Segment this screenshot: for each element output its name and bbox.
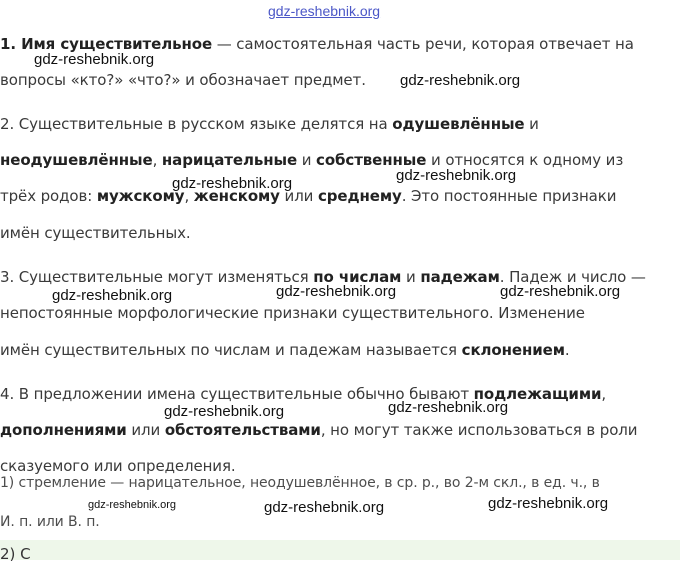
term-animate: одушевлённые [392,115,525,133]
term-subjects: подлежащими [473,385,602,403]
watermark: gdz-reshebnik.org [88,499,177,511]
paragraph-4-line-2: дополнениями или обстоятельствами, но могут также использоваться в роли [0,421,638,439]
watermark: gdz-reshebnik.org [276,283,397,300]
paragraph-3-line-2: непостоянные морфологические признаки существительного. Изменение [0,304,585,322]
paragraph-1-line-2: вопросы «кто?» «что?» и обозначает предмет. [0,71,366,89]
term-common: нарицательные [161,151,298,169]
paragraph-3-line-1: 3. Существительные могут изменяться по числам и падежам. Падеж и число — [0,268,646,286]
next-answer-text: 2) С [0,545,31,563]
answer-line-2: И. п. или В. п. [0,514,100,530]
term-inanimate: неодушевлённые [0,151,153,169]
paragraph-2-line-3: трёх родов: мужскому, женскому или среднему. Это постоянные признаки [0,187,617,205]
term-proper: собственные [316,151,427,169]
paragraph-1-line-1: 1. Имя существительное — самостоятельная часть речи, которая отвечает на [0,35,634,53]
term-noun: Имя существительное [21,35,213,53]
paragraph-2-line-2: неодушевлённые, нарицательные и собственные и относятся к одному из [0,151,624,169]
watermark: gdz-reshebnik.org [500,283,621,300]
paragraph-2-line-4: имён существительных. [0,224,191,242]
term-adverbials: обстоятельствами [164,421,321,439]
paragraph-2-line-1: 2. Существительные в русском языке делятся на одушевлённые и [0,115,539,133]
watermark: gdz-reshebnik.org [388,399,509,416]
watermark: gdz-reshebnik.org [488,495,609,512]
watermark[interactable]: gdz-reshebnik.org [268,3,381,19]
term-declension: склонением [461,341,565,359]
term-feminine: женскому [193,187,280,205]
term-cases: падежам [420,268,500,286]
watermark: gdz-reshebnik.org [164,403,285,420]
term-numbers: по числам [313,268,402,286]
term-masculine: мужскому [96,187,185,205]
watermark: gdz-reshebnik.org [34,51,155,68]
watermark: gdz-reshebnik.org [264,499,385,516]
term-objects: дополнениями [0,421,127,439]
answer-line-1: 1) стремление — нарицательное, неодушевлённое, в ср. р., во 2-м скл., в ед. ч., в [0,475,600,491]
watermark: gdz-reshebnik.org [400,72,521,89]
paragraph-3-line-3: имён существительных по числам и падежам называется склонением. [0,341,570,359]
paragraph-4-line-1: 4. В предложении имена существительные обычно бывают подлежащими, [0,385,607,403]
next-answer-strip [0,540,680,563]
watermark: gdz-reshebnik.org [172,175,293,192]
paragraph-4-line-3: сказуемого или определения. [0,457,236,475]
watermark: gdz-reshebnik.org [52,287,173,304]
watermark: gdz-reshebnik.org [396,167,517,184]
item-number: 1. [0,35,16,53]
term-neuter: среднему [318,187,402,205]
